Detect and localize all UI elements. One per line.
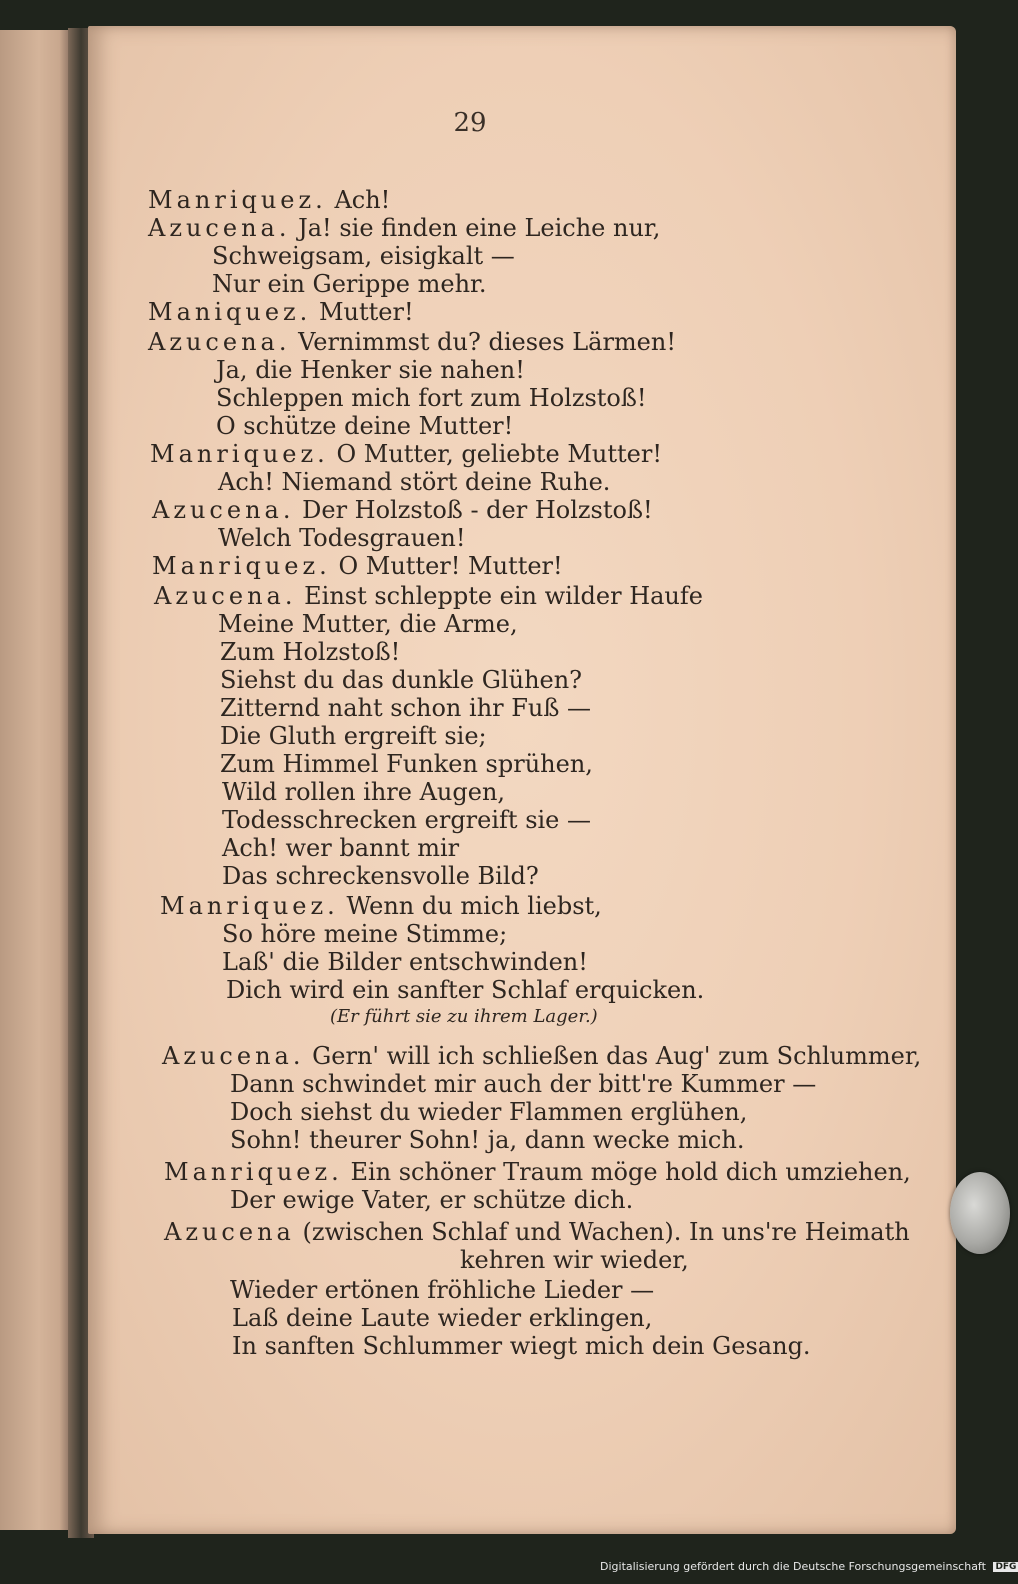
line-text: Ja, die Henker sie nahen! — [216, 356, 525, 384]
text-line — [152, 496, 653, 524]
line-text: Zum Himmel Funken sprühen, — [220, 750, 593, 778]
text-line — [162, 1042, 921, 1070]
text-line — [230, 1186, 633, 1214]
line-text: Meine Mutter, die Arme, — [218, 610, 518, 638]
text-line — [230, 1098, 747, 1126]
line-text: Laß' die Bilder entschwinden! — [222, 948, 588, 976]
text-line — [164, 1218, 910, 1246]
text-line — [218, 610, 518, 638]
text-line — [222, 920, 507, 948]
line-text: Sohn! theurer Sohn! ja, dann wecke mich. — [230, 1126, 745, 1154]
text-line — [222, 948, 588, 976]
speaker-name: Azucena. — [162, 1042, 305, 1070]
text-line — [154, 582, 703, 610]
text-line — [150, 440, 662, 468]
speaker-name: Manriquez. — [160, 892, 339, 920]
text-line — [220, 638, 400, 666]
line-text: In sanften Schlummer wiegt mich dein Gesang. — [232, 1332, 811, 1360]
line-text: Laß deine Laute wieder erklingen, — [232, 1304, 653, 1332]
text-line — [226, 976, 704, 1004]
page-number: 29 — [453, 108, 487, 138]
line-text: O Mutter, geliebte Mutter! — [336, 440, 662, 468]
line-text: Das schreckensvolle Bild? — [222, 862, 539, 890]
line-text: Doch siehst du wieder Flammen erglühen, — [230, 1098, 748, 1126]
credit-text: Digitalisierung gefördert durch die Deutsche Forschungsgemeinschaft — [600, 1560, 986, 1573]
text-line — [222, 806, 591, 834]
line-text: Ach! — [334, 186, 391, 214]
line-text: Ach! Niemand stört deine Ruhe. — [218, 468, 611, 496]
line-text: Vernimmst du? dieses Lärmen! — [298, 328, 676, 356]
line-text: (Er führt sie zu ihrem Lager.) — [330, 1006, 598, 1027]
text-line — [152, 552, 563, 580]
facing-page-edge — [0, 30, 70, 1530]
text-line — [216, 384, 647, 412]
line-text: Ja! sie finden eine Leiche nur, — [298, 214, 661, 242]
line-text: Siehst du das dunkle Glühen? — [220, 666, 583, 694]
line-text: Dich wird ein sanfter Schlaf erquicken. — [226, 976, 705, 1004]
text-line — [460, 1246, 689, 1274]
text-line — [222, 834, 459, 862]
stage-direction — [330, 1006, 598, 1027]
line-text: Gern' will ich schließen das Aug' zum Schlummer, — [312, 1042, 922, 1070]
text-line — [220, 722, 487, 750]
text-line — [230, 1126, 744, 1154]
page-weight-coin — [950, 1172, 1010, 1254]
speaker-name: Manriquez. — [150, 440, 329, 468]
speaker-name: Manriquez. — [152, 552, 331, 580]
speaker-name: Azucena. — [148, 214, 291, 242]
line-text: O schütze deine Mutter! — [216, 412, 514, 440]
line-text: Dann schwindet mir auch der bitt're Kummer — — [230, 1070, 817, 1098]
digitization-credit — [600, 1560, 1018, 1573]
text-line — [230, 1276, 654, 1304]
dfg-logo: DFG — [995, 1562, 1017, 1572]
text-line — [216, 356, 525, 384]
text-line — [220, 750, 593, 778]
line-text: Nur ein Gerippe mehr. — [212, 270, 487, 298]
line-text: Schleppen mich fort zum Holzstoß! — [216, 384, 647, 412]
line-text: Zum Holzstoß! — [220, 638, 401, 666]
text-line — [164, 1158, 911, 1186]
line-text: Wild rollen ihre Augen, — [222, 778, 506, 806]
line-text: (zwischen Schlaf und Wachen). In uns're Heimath — [302, 1218, 910, 1246]
speaker-name: Manriquez. — [164, 1158, 343, 1186]
line-text: Ein schöner Traum möge hold dich umziehen, — [350, 1158, 911, 1186]
text-line — [212, 242, 515, 270]
speaker-name: Azucena. — [148, 328, 291, 356]
text-line — [148, 214, 660, 242]
speaker-name: Azucena — [164, 1218, 295, 1246]
line-text: Der Holzstoß - der Holzstoß! — [302, 496, 653, 524]
text-line — [148, 186, 390, 214]
line-text: Der ewige Vater, er schütze dich. — [230, 1186, 634, 1214]
text-line — [232, 1332, 811, 1360]
speaker-name: Azucena. — [154, 582, 297, 610]
line-text: Todesschrecken ergreift sie — — [222, 806, 592, 834]
line-text: Welch Todesgrauen! — [218, 524, 466, 552]
line-text: O Mutter! Mutter! — [338, 552, 563, 580]
text-line — [222, 862, 539, 890]
text-line — [160, 892, 602, 920]
text-line — [216, 412, 513, 440]
line-text: Zitternd naht schon ihr Fuß — — [220, 694, 592, 722]
text-line — [218, 468, 610, 496]
text-line — [148, 328, 676, 356]
line-text: Einst schleppte ein wilder Haufe — [304, 582, 703, 610]
line-text: Wieder ertönen fröhliche Lieder — — [230, 1276, 655, 1304]
text-line — [218, 524, 466, 552]
text-line — [222, 778, 505, 806]
text-line — [220, 694, 591, 722]
text-line — [220, 666, 582, 694]
line-text: Schweigsam, eisigkalt — — [212, 242, 515, 270]
line-text: Ach! wer bannt mir — [222, 834, 460, 862]
speaker-name: Manriquez. — [148, 186, 327, 214]
speaker-name: Azucena. — [152, 496, 295, 524]
speaker-name: Maniquez. — [148, 298, 312, 326]
text-line — [212, 270, 487, 298]
line-text: Die Gluth ergreift sie; — [220, 722, 487, 750]
text-line — [232, 1304, 652, 1332]
line-text: Wenn du mich liebst, — [346, 892, 602, 920]
line-text: So höre meine Stimme; — [222, 920, 508, 948]
text-line — [148, 298, 414, 326]
line-text: Mutter! — [318, 298, 414, 326]
line-text: kehren wir wieder, — [460, 1246, 689, 1274]
text-line — [230, 1070, 816, 1098]
